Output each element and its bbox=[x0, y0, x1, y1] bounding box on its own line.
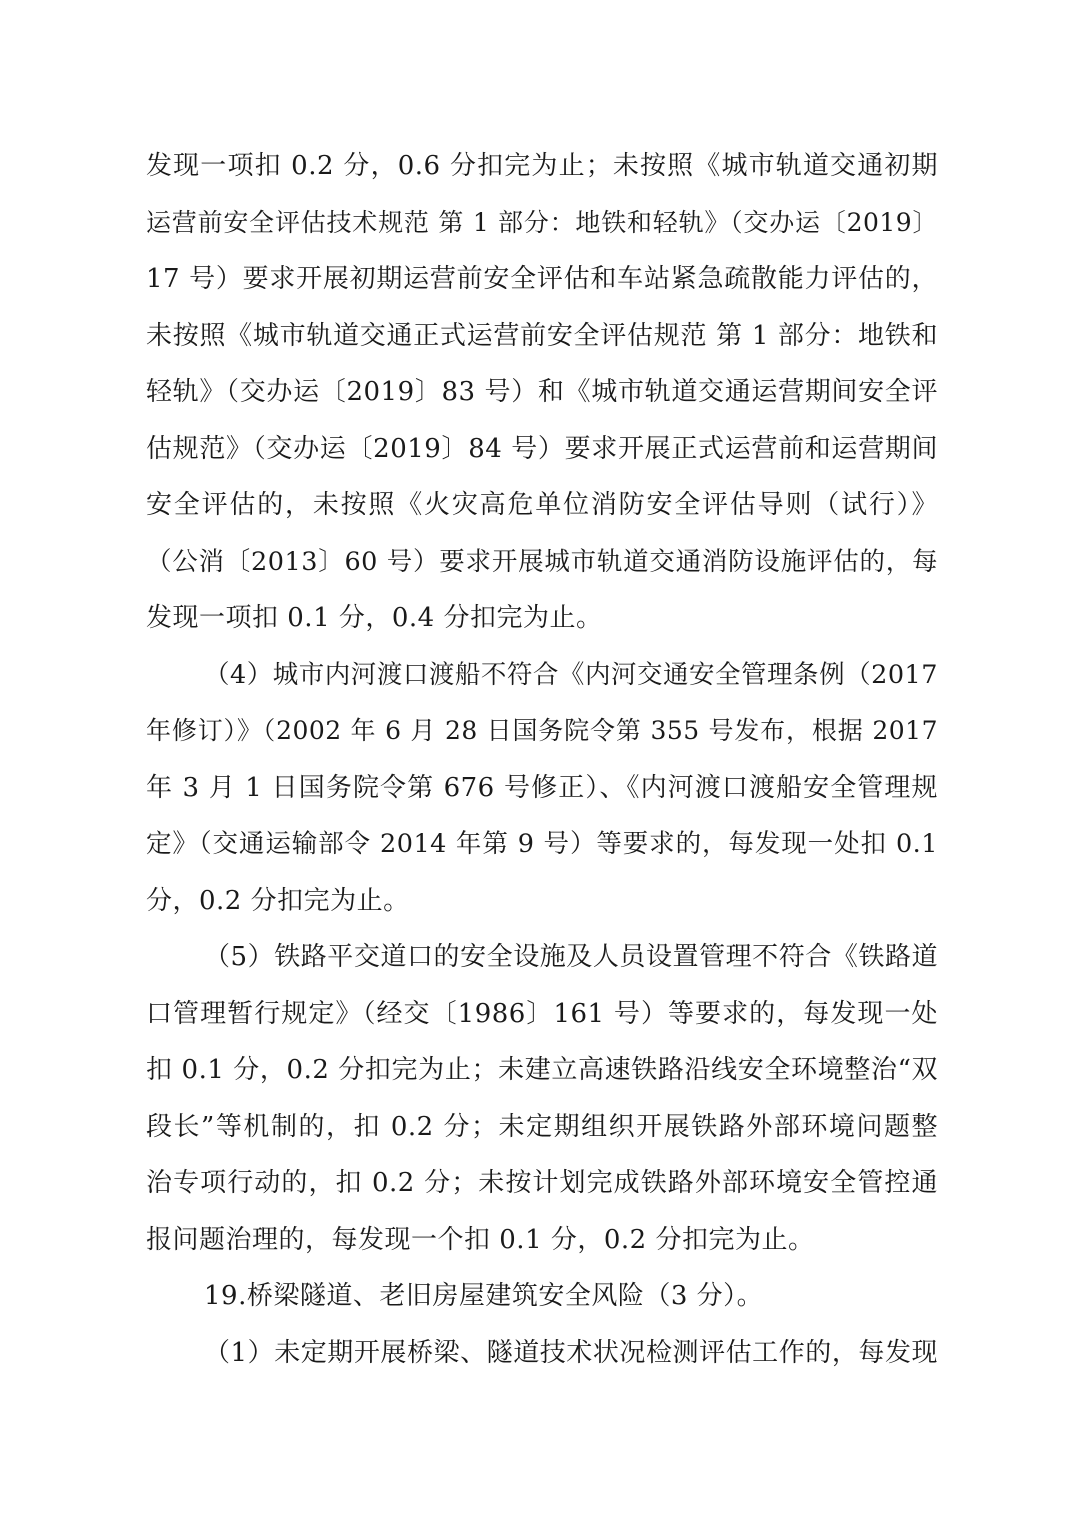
text-line: 扣 0.1 分，0.2 分扣完为止；未建立高速铁路沿线安全环境整治“双 bbox=[146, 1055, 938, 1085]
text-line: 19.桥梁隧道、老旧房屋建筑安全风险（3 分）。 bbox=[204, 1281, 764, 1311]
text-line: 运营前安全评估技术规范 第 1 部分：地铁和轻轨》（交办运〔2019〕 bbox=[146, 207, 938, 237]
text-line: 年 3 月 1 日国务院令第 676 号修正）、《内河渡口渡船安全管理规 bbox=[146, 772, 938, 803]
text-line: 发现一项扣 0.1 分，0.4 分扣完为止。 bbox=[146, 603, 603, 633]
document-body bbox=[146, 138, 938, 1381]
text-line: 17 号）要求开展初期运营前安全评估和车站紧急疏散能力评估的， bbox=[146, 264, 938, 294]
text-line: 未按照《城市轨道交通正式运营前安全评估规范 第 1 部分：地铁和 bbox=[146, 320, 938, 351]
text-line: （公消〔2013〕60 号）要求开展城市轨道交通消防设施评估的，每 bbox=[146, 546, 938, 577]
text-line: 定》（交通运输部令 2014 年第 9 号）等要求的，每发现一处扣 0.1 bbox=[146, 829, 938, 859]
text-line: （1）未定期开展桥梁、隧道技术状况检测评估工作的，每发现 bbox=[204, 1337, 938, 1368]
text-line: 段长”等机制的，扣 0.2 分；未定期组织开展铁路外部环境问题整 bbox=[146, 1111, 938, 1142]
text-line: 年修订）》（2002 年 6 月 28 日国务院令第 355 号发布，根据 2017 bbox=[146, 716, 938, 745]
text-line: 治专项行动的，扣 0.2 分；未按计划完成铁路外部环境安全管控通 bbox=[146, 1168, 938, 1198]
text-line: 分，0.2 分扣完为止。 bbox=[146, 885, 410, 916]
text-line: 发现一项扣 0.2 分，0.6 分扣完为止；未按照《城市轨道交通初期 bbox=[146, 151, 938, 181]
text-line: 估规范》（交办运〔2019〕84 号）要求开展正式运营前和运营期间 bbox=[146, 433, 938, 464]
text-line: 报问题治理的，每发现一个扣 0.1 分，0.2 分扣完为止。 bbox=[146, 1224, 815, 1255]
text-line: 口管理暂行规定》（经交〔1986〕161 号）等要求的，每发现一处 bbox=[146, 998, 938, 1029]
text-line: 安全评估的，未按照《火灾高危单位消防安全评估导则（试行）》 bbox=[146, 490, 938, 520]
text-line: （4）城市内河渡口渡船不符合《内河交通安全管理条例（2017 bbox=[204, 659, 938, 690]
text-line: （5）铁路平交道口的安全设施及人员设置管理不符合《铁路道 bbox=[204, 942, 938, 972]
text-line: 轻轨》（交办运〔2019〕83 号）和《城市轨道交通运营期间安全评 bbox=[146, 377, 938, 407]
